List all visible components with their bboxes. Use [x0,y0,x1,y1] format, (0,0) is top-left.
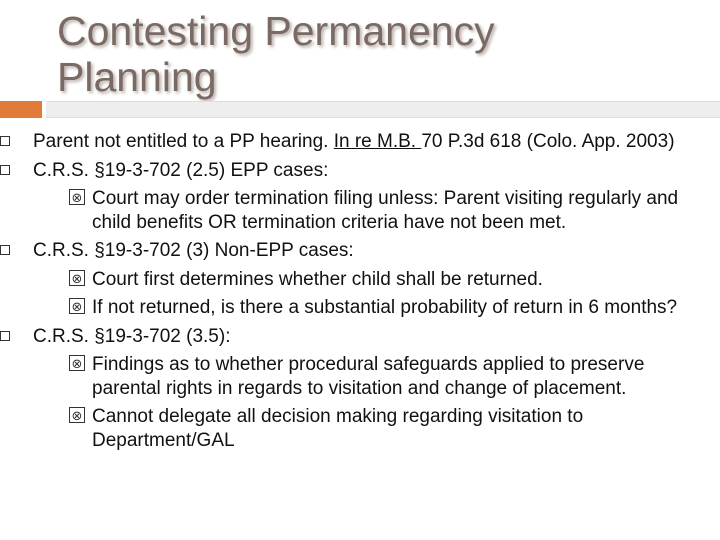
crosshair-bullet-icon: ⊗ [69,355,85,371]
bullet-text: 70 P.3d 618 (Colo. App. 2003) [421,131,675,152]
bullet-item [0,130,720,154]
slide-title-line-2: Planning [57,54,217,100]
sub-bullet-item [33,187,716,234]
sub-bullet-text: Court may order termination filing unless: Parent visiting regularly and child benefits OR termination criteria have not been met. [92,188,679,233]
slide-title-line-1: Contesting Permanency [57,8,495,54]
bullet-text: C.R.S. §19-3-702 (3.5): [33,325,231,347]
square-bullet-icon [0,245,10,255]
slide-content [0,130,720,457]
crosshair-bullet-icon: ⊗ [69,189,85,205]
sub-bullet-item [33,296,716,320]
sub-bullet-text: Court first determines whether child shall be returned. [92,268,543,290]
crosshair-bullet-icon: ⊗ [69,407,85,423]
bullet-item [0,239,720,320]
bullet-text: C.R.S. §19-3-702 (2.5) EPP cases: [33,159,329,181]
title-accent-bar [0,101,42,118]
bullet-item [0,325,720,453]
square-bullet-icon [0,136,10,146]
crosshair-bullet-icon: ⊗ [69,270,85,286]
crosshair-bullet-icon: ⊗ [69,298,85,314]
square-bullet-icon [0,331,10,341]
slide-title [57,8,495,100]
sub-bullet-text: If not returned, is there a substantial probability of return in 6 months? [92,297,678,318]
bullet-text: C.R.S. §19-3-702 (3) Non-EPP cases: [33,240,354,261]
sub-bullet-text: Findings as to whether procedural safeguards applied to preserve parental rights in regards to visitation and change of placement. [92,354,645,399]
bullet-item [0,159,720,235]
case-citation-link[interactable]: In re M.B. [333,131,422,152]
title-rule-bar [46,101,720,118]
sub-bullet-text: Cannot delegate all decision making regarding visitation to Department/GAL [92,406,584,451]
bullet-text: Parent not entitled to a PP hearing. [33,131,334,152]
sub-bullet-item [33,268,716,292]
sub-bullet-item [33,353,716,400]
square-bullet-icon [0,165,10,175]
sub-bullet-item [33,405,716,452]
